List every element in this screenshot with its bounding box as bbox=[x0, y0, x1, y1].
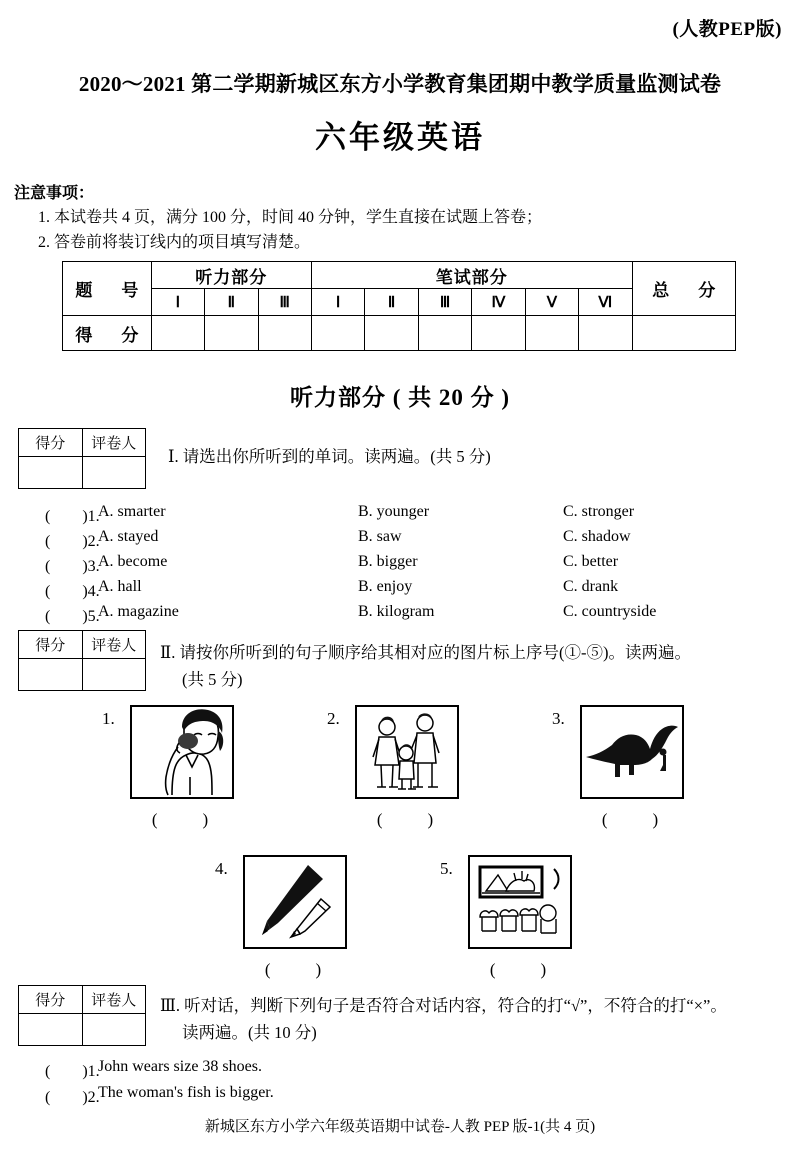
score-table-written-1: Ⅰ bbox=[311, 289, 364, 316]
q1-option-a[interactable]: A. hall bbox=[98, 578, 142, 595]
scorer-box-q3 bbox=[18, 985, 146, 1046]
q1-answer-paren[interactable]: ( )4. bbox=[45, 583, 100, 600]
question-1-prompt: Ⅰ. 请选出你所听到的单词。读两遍。(共 5 分) bbox=[168, 447, 491, 466]
picture-number: 2. bbox=[327, 709, 340, 728]
score-cell[interactable] bbox=[418, 316, 471, 351]
q1-option-a[interactable]: A. stayed bbox=[98, 528, 159, 545]
scorer-label-marker: 评卷人 bbox=[82, 429, 146, 457]
notice-heading: 注意事项： bbox=[14, 185, 95, 202]
q1-option-c[interactable]: C. better bbox=[563, 553, 619, 570]
scorer-value-marker[interactable] bbox=[82, 457, 146, 489]
score-table-listening-2: Ⅱ bbox=[205, 289, 258, 316]
scorer-label-score: 得分 bbox=[19, 986, 83, 1014]
picture-answer-blank[interactable]: ( ) bbox=[376, 810, 448, 829]
score-cell[interactable] bbox=[365, 316, 418, 351]
picture-number: 4. bbox=[215, 859, 228, 878]
score-cell[interactable] bbox=[311, 316, 364, 351]
scorer-box-q2 bbox=[18, 630, 146, 691]
edition-label: (人教PEP版) bbox=[672, 19, 782, 40]
scorer-box-q1 bbox=[18, 428, 146, 489]
q1-answer-paren[interactable]: ( )5. bbox=[45, 608, 100, 625]
cinema-audience-screen-icon bbox=[468, 855, 572, 949]
score-table-listening-3: Ⅲ bbox=[258, 289, 311, 316]
q1-option-b[interactable]: B. saw bbox=[358, 528, 402, 545]
score-cell[interactable] bbox=[205, 316, 258, 351]
scorer-value-score[interactable] bbox=[19, 457, 83, 489]
score-cell-total[interactable] bbox=[632, 316, 735, 351]
q3-statement-text: John wears size 38 shoes. bbox=[98, 1058, 262, 1075]
q1-option-a[interactable]: A. become bbox=[98, 553, 168, 570]
q1-option-b[interactable]: B. bigger bbox=[358, 553, 418, 570]
subject-title: 六年级英语 bbox=[315, 120, 485, 155]
q1-option-a[interactable]: A. smarter bbox=[98, 503, 166, 520]
score-table-group-listening: 听力部分 bbox=[151, 262, 311, 289]
score-cell[interactable] bbox=[151, 316, 204, 351]
picture-number: 3. bbox=[552, 709, 565, 728]
q3-statement-text: The woman's fish is bigger. bbox=[98, 1084, 274, 1101]
q1-option-b[interactable]: B. enjoy bbox=[358, 578, 413, 595]
q1-option-c[interactable]: C. drank bbox=[563, 578, 619, 595]
q1-answer-paren[interactable]: ( )2. bbox=[45, 533, 100, 550]
q1-option-a[interactable]: A. magazine bbox=[98, 603, 179, 620]
q1-option-b[interactable]: B. kilogram bbox=[358, 603, 435, 620]
q3-answer-paren[interactable]: ( )1. bbox=[45, 1063, 100, 1080]
q1-option-c[interactable]: C. shadow bbox=[563, 528, 631, 545]
score-table-written-5: Ⅴ bbox=[525, 289, 578, 316]
notice-item-1: 1. 本试卷共 4 页，满分 100 分，时间 40 分钟，学生直接在试题上答卷； bbox=[38, 209, 543, 226]
score-cell[interactable] bbox=[525, 316, 578, 351]
score-summary-table bbox=[62, 261, 736, 351]
score-table-row-label-score: 得 分 bbox=[63, 316, 152, 351]
question-2-prompt-line-1: Ⅱ. 请按你所听到的句子顺序给其相对应的图片标上序号(①-⑤)。读两遍。 bbox=[160, 643, 691, 662]
score-table-group-written: 笔试部分 bbox=[311, 262, 632, 289]
scorer-label-marker: 评卷人 bbox=[82, 986, 146, 1014]
score-cell[interactable] bbox=[579, 316, 632, 351]
scorer-value-marker[interactable] bbox=[82, 1014, 146, 1046]
question-2-prompt-line-2: (共 5 分) bbox=[182, 670, 243, 689]
scorer-label-score: 得分 bbox=[19, 429, 83, 457]
score-table-written-2: Ⅱ bbox=[365, 289, 418, 316]
question-3-prompt-line-1: Ⅲ. 听对话，判断下列句子是否符合对话内容，符合的打“√”，不符合的打“×”。 bbox=[160, 996, 727, 1015]
picture-number: 5. bbox=[440, 859, 453, 878]
score-table-row-label-question: 题 号 bbox=[63, 262, 152, 316]
q1-answer-paren[interactable]: ( )1. bbox=[45, 508, 100, 525]
score-table-total-label: 总 分 bbox=[632, 262, 735, 316]
dinosaur-with-person-icon bbox=[580, 705, 684, 799]
notice-item-2: 2. 答卷前将装订线内的项目填写清楚。 bbox=[38, 234, 311, 251]
q1-option-b[interactable]: B. younger bbox=[358, 503, 430, 520]
q1-answer-paren[interactable]: ( )3. bbox=[45, 558, 100, 575]
page-title: 2020～2021 第二学期新城区东方小学教育集团期中教学质量监测试卷 bbox=[78, 72, 722, 96]
question-3-prompt-line-2: 读两遍。(共 10 分) bbox=[182, 1023, 317, 1042]
listening-section-banner: 听力部分 ( 共 20 分 ) bbox=[289, 385, 511, 410]
q1-option-c[interactable]: C. stronger bbox=[563, 503, 635, 520]
score-cell[interactable] bbox=[472, 316, 525, 351]
score-table-written-3: Ⅲ bbox=[418, 289, 471, 316]
score-cell[interactable] bbox=[258, 316, 311, 351]
q1-option-c[interactable]: C. countryside bbox=[563, 603, 657, 620]
family-three-people-icon bbox=[355, 705, 459, 799]
scorer-value-score[interactable] bbox=[19, 1014, 83, 1046]
picture-answer-blank[interactable]: ( ) bbox=[489, 960, 561, 979]
score-table-written-6: Ⅵ bbox=[579, 289, 632, 316]
scorer-label-score: 得分 bbox=[19, 631, 83, 659]
two-pencils-icon bbox=[243, 855, 347, 949]
score-table-written-4: Ⅳ bbox=[472, 289, 525, 316]
scorer-label-marker: 评卷人 bbox=[82, 631, 146, 659]
page-footer: 新城区东方小学六年级英语期中试卷-人教 PEP 版-1(共 4 页) bbox=[204, 1119, 596, 1135]
q3-answer-paren[interactable]: ( )2. bbox=[45, 1089, 100, 1106]
picture-answer-blank[interactable]: ( ) bbox=[151, 810, 223, 829]
woman-drinking-icon bbox=[130, 705, 234, 799]
scorer-value-marker[interactable] bbox=[82, 659, 146, 691]
picture-number: 1. bbox=[102, 709, 115, 728]
picture-answer-blank[interactable]: ( ) bbox=[264, 960, 336, 979]
picture-answer-blank[interactable]: ( ) bbox=[601, 810, 673, 829]
scorer-value-score[interactable] bbox=[19, 659, 83, 691]
score-table-listening-1: Ⅰ bbox=[151, 289, 204, 316]
